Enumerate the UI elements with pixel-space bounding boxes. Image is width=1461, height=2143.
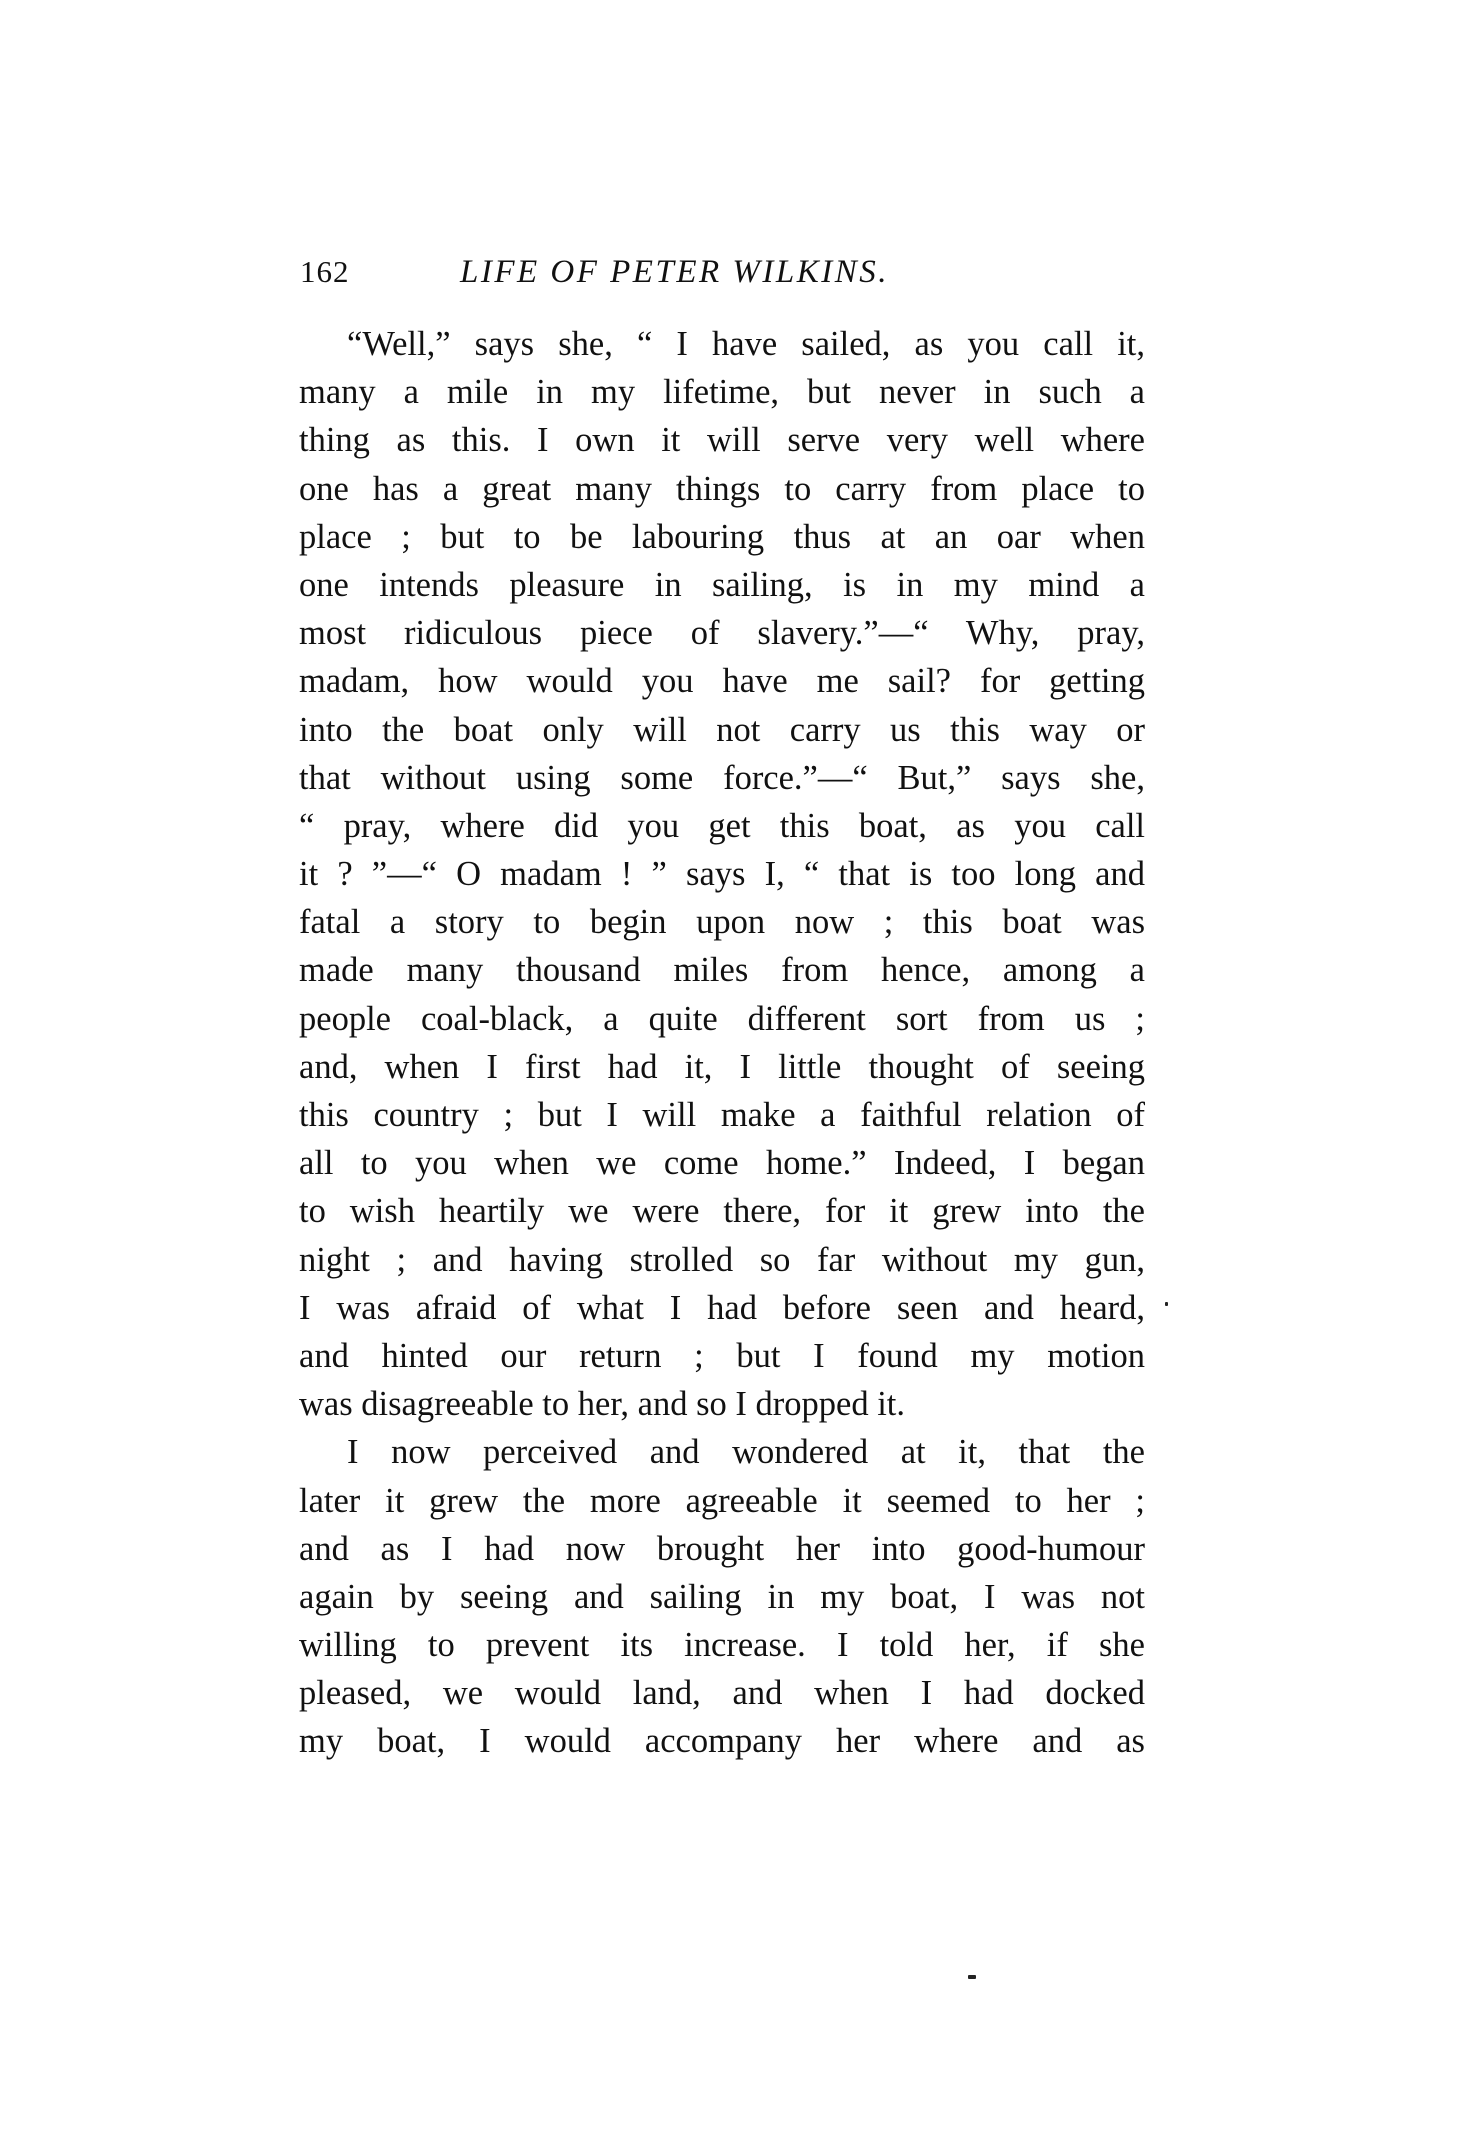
text-line: again by seeing and sailing in my boat, I was not [299, 1577, 1145, 1616]
page-number: 162 [300, 254, 350, 289]
text-line: made many thousand miles from hence, among a [299, 951, 1145, 990]
text-line: most ridiculous piece of slavery.”—“ Why, pray, [299, 614, 1145, 653]
text-line: to wish heartily we were there, for it grew into the [299, 1192, 1145, 1231]
text-line: madam, how would you have me sail? for getting [299, 662, 1145, 701]
text-line: all to you when we come home.” Indeed, I began [299, 1144, 1145, 1183]
running-title: LIFE OF PETER WILKINS. [460, 254, 889, 290]
scan-speck [1165, 1302, 1168, 1306]
text-line: and as I had now brought her into good-humour [299, 1529, 1145, 1568]
text-line: and, when I first had it, I little thought of seeing [299, 1047, 1145, 1086]
text-line: “ pray, where did you get this boat, as you call [299, 806, 1145, 845]
text-line: thing as this. I own it will serve very well where [299, 421, 1145, 460]
text-line: one has a great many things to carry from place to [299, 469, 1145, 508]
text-line: my boat, I would accompany her where and as [299, 1722, 1145, 1761]
text-line: place ; but to be labouring thus at an oar when [299, 517, 1145, 556]
running-header [300, 254, 1150, 298]
body-text [299, 320, 1145, 1766]
text-line: I now perceived and wondered at it, that the [347, 1433, 1145, 1472]
text-line: night ; and having strolled so far without my gun, [299, 1240, 1145, 1279]
scan-speck [968, 1975, 976, 1979]
text-line: willing to prevent its increase. I told her, if she [299, 1626, 1145, 1665]
text-line: and hinted our return ; but I found my motion [299, 1336, 1145, 1375]
text-line: was disagreeable to her, and so I dropped it. [299, 1385, 906, 1424]
text-line: it ? ”—“ O madam ! ” says I, “ that is too long and [299, 855, 1145, 894]
paragraph [299, 320, 1145, 1428]
paragraph [299, 1428, 1145, 1765]
text-line: into the boat only will not carry us this way or [299, 710, 1145, 749]
text-line: one intends pleasure in sailing, is in my mind a [299, 565, 1145, 604]
text-line: later it grew the more agreeable it seemed to her ; [299, 1481, 1145, 1520]
text-line: that without using some force.”—“ But,” says she, [299, 758, 1145, 797]
text-line: I was afraid of what I had before seen and heard, [299, 1288, 1145, 1327]
text-line: fatal a story to begin upon now ; this boat was [299, 903, 1145, 942]
text-line: “Well,” says she, “ I have sailed, as you call it, [347, 325, 1145, 363]
text-line: pleased, we would land, and when I had docked [299, 1674, 1145, 1713]
text-line: many a mile in my lifetime, but never in such a [299, 373, 1145, 412]
text-line: people coal-black, a quite different sort from us ; [299, 999, 1145, 1038]
text-line: this country ; but I will make a faithful relation of [299, 1096, 1145, 1134]
